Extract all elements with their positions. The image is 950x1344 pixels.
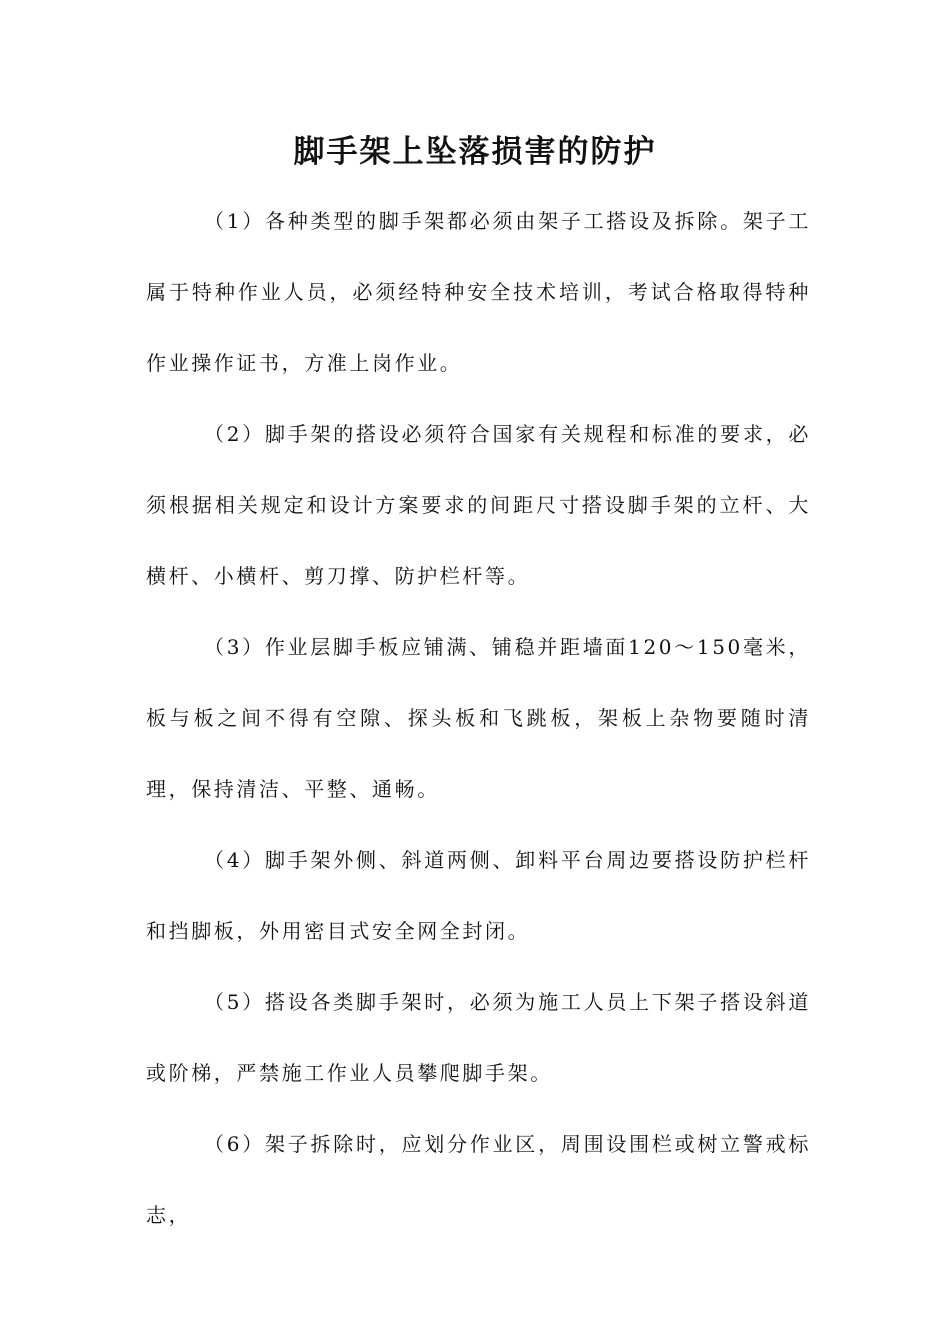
paragraph-2: （2）脚手架的搭设必须符合国家有关规程和标准的要求，必须根据相关规定和设计方案要求的间距尺寸搭设脚手架的立杆、大横杆、小横杆、剪刀撑、防护栏杆等。 — [146, 422, 811, 588]
document-title: 脚手架上坠落损害的防护 — [293, 134, 657, 170]
document-body — [146, 186, 811, 1251]
paragraph-3: （3）作业层脚手板应铺满、铺稳并距墙面120～150毫米，板与板之间不得有空隙、探头板和飞跳板，架板上杂物要随时清理，保持清洁、平整、通畅。 — [146, 635, 811, 801]
paragraph-6: （6）架子拆除时，应划分作业区，周围设围栏或树立警戒标志， — [146, 1132, 811, 1227]
paragraph-4: （4）脚手架外侧、斜道两侧、卸料平台周边要搭设防护栏杆和挡脚板，外用密目式安全网全封闭。 — [146, 848, 811, 943]
paragraph-1: （1）各种类型的脚手架都必须由架子工搭设及拆除。架子工属于特种作业人员，必须经特种安全技术培训，考试合格取得特种作业操作证书，方准上岗作业。 — [146, 209, 811, 375]
paragraph-5: （5）搭设各类脚手架时，必须为施工人员上下架子搭设斜道或阶梯，严禁施工作业人员攀爬脚手架。 — [146, 990, 811, 1085]
